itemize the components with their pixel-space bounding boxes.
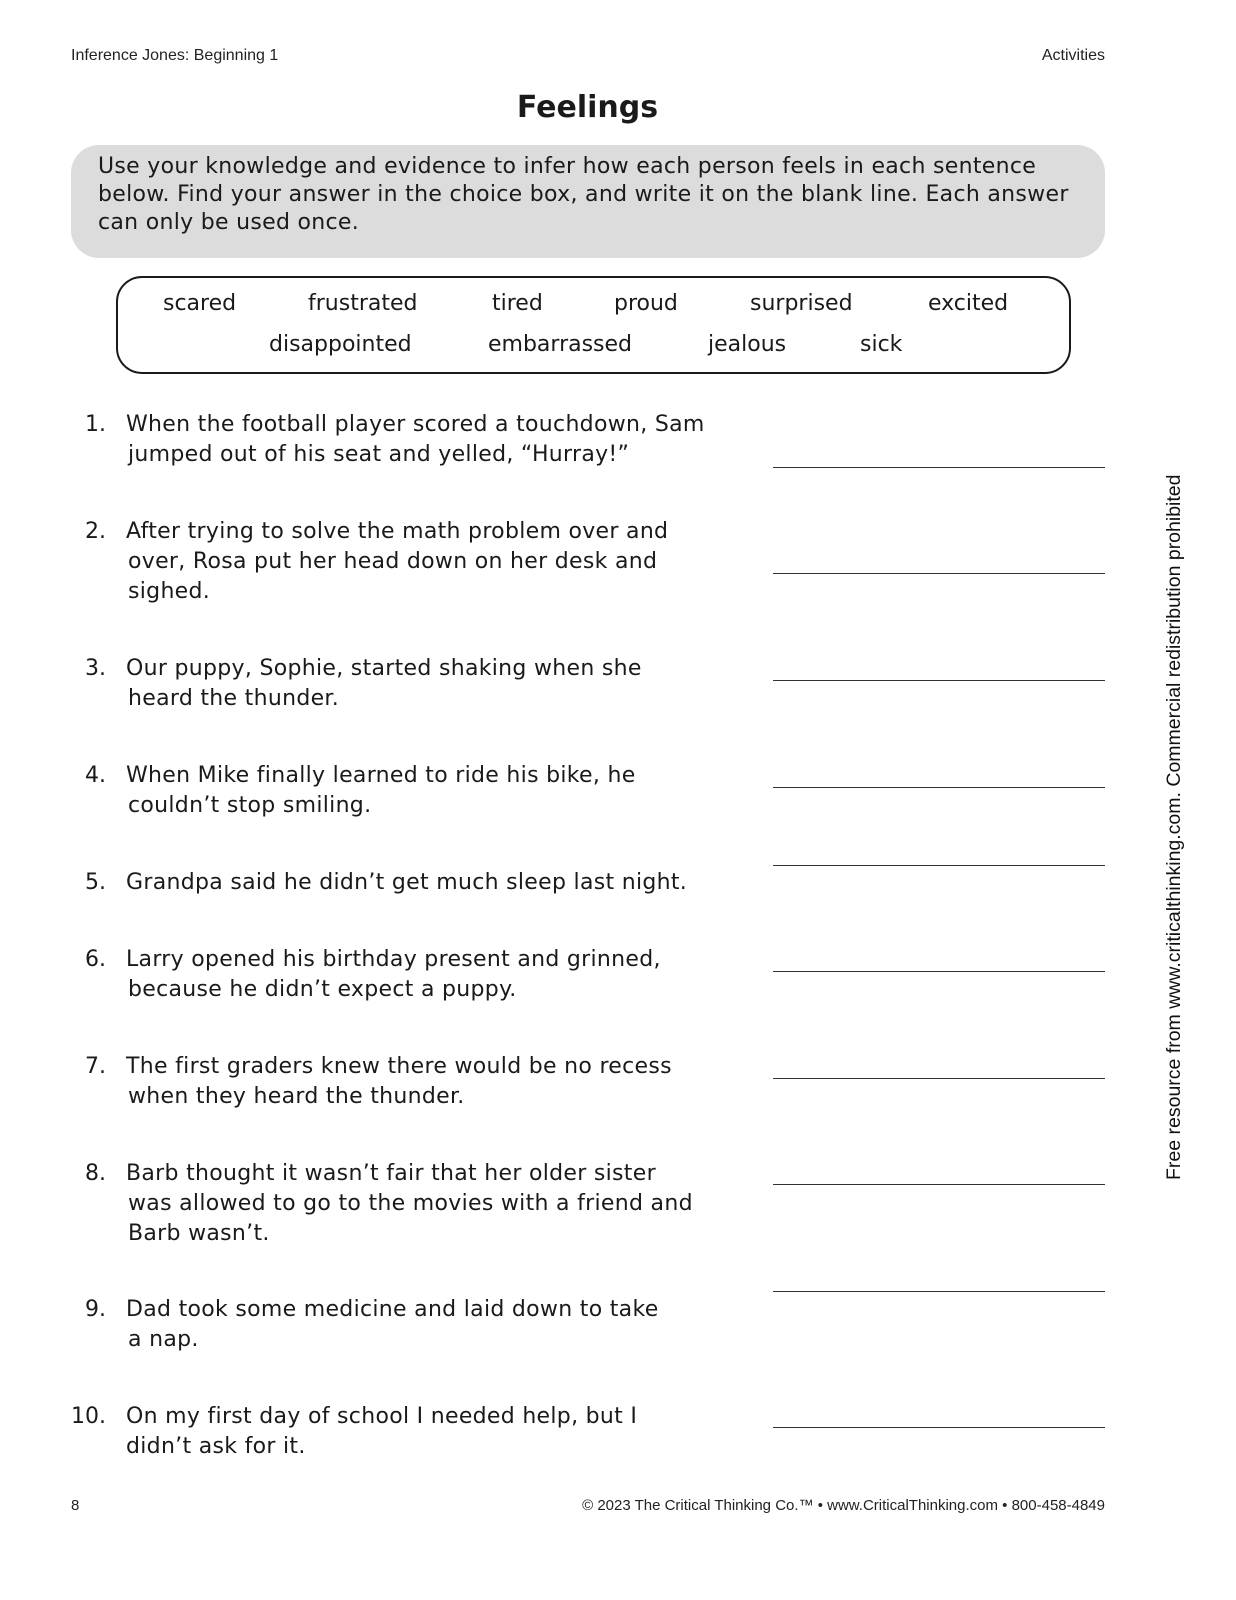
question-line: Larry opened his birthday present and grinned, xyxy=(126,947,661,972)
question-line: didn’t ask for it. xyxy=(126,1434,306,1459)
question-line: when they heard the thunder. xyxy=(128,1084,465,1109)
question-text xyxy=(126,945,766,1005)
question-line: jumped out of his seat and yelled, “Hurray!” xyxy=(128,442,630,467)
instructions-box: Use your knowledge and evidence to infer how each person feels in each sentence below. Find your answer in the choice box, and write it on the blank line. Each answer can only be used once. xyxy=(71,145,1105,258)
question-text xyxy=(126,1052,766,1112)
question-number: 10. xyxy=(71,1404,106,1429)
question-line: Dad took some medicine and laid down to take xyxy=(126,1297,659,1322)
answer-blank-line[interactable] xyxy=(773,1184,1105,1185)
question-line: was allowed to go to the movies with a friend and xyxy=(128,1191,693,1216)
redistribution-notice: Free resource from www.criticalthinking.com. Commercial redistribution prohibited xyxy=(1163,474,1185,1180)
question-line: On my first day of school I needed help, but I xyxy=(126,1404,638,1429)
choice-word: embarrassed xyxy=(488,332,633,357)
header-section: Activities xyxy=(1041,47,1105,64)
answer-blank-line[interactable] xyxy=(773,1078,1105,1079)
choice-word: frustrated xyxy=(308,291,418,316)
question-line: over, Rosa put her head down on her desk and xyxy=(128,549,658,574)
choice-word: sick xyxy=(860,332,903,357)
choice-word: jealous xyxy=(708,332,787,357)
question-text xyxy=(126,761,766,821)
choice-word: tired xyxy=(492,291,543,316)
question-number: 7. xyxy=(85,1054,106,1079)
answer-blank-line[interactable] xyxy=(773,787,1105,788)
answer-blank-line[interactable] xyxy=(773,1291,1105,1292)
question-line: Barb thought it wasn’t fair that her older sister xyxy=(126,1161,656,1186)
header-book-title: Inference Jones: Beginning 1 xyxy=(71,47,279,64)
question-text xyxy=(126,410,766,470)
question-number: 8. xyxy=(85,1161,106,1186)
question-line: The first graders knew there would be no recess xyxy=(126,1054,672,1079)
answer-blank-line[interactable] xyxy=(773,971,1105,972)
choice-word: scared xyxy=(163,291,237,316)
choice-word: excited xyxy=(928,291,1009,316)
question-line: couldn’t stop smiling. xyxy=(128,793,372,818)
question-number: 9. xyxy=(85,1297,106,1322)
question-line: Barb wasn’t. xyxy=(128,1221,270,1246)
question-number: 4. xyxy=(85,763,106,788)
answer-blank-line[interactable] xyxy=(773,1427,1105,1428)
question-line: heard the thunder. xyxy=(128,686,340,711)
question-text xyxy=(126,654,766,714)
question-line: sighed. xyxy=(128,579,211,604)
question-text xyxy=(126,1402,766,1462)
answer-blank-line[interactable] xyxy=(773,467,1105,468)
question-number: 6. xyxy=(85,947,106,972)
page-title: Feelings xyxy=(516,90,659,125)
answer-blank-line[interactable] xyxy=(773,865,1105,866)
question-text xyxy=(126,868,766,898)
question-text xyxy=(126,1295,766,1355)
question-line: because he didn’t expect a puppy. xyxy=(128,977,517,1002)
page-number: 8 xyxy=(71,1497,80,1514)
question-line: After trying to solve the math problem over and xyxy=(126,519,669,544)
question-text xyxy=(126,1159,766,1249)
choice-box xyxy=(116,276,1071,374)
answer-blank-line[interactable] xyxy=(773,680,1105,681)
question-number: 3. xyxy=(85,656,106,681)
choice-word: proud xyxy=(614,291,678,316)
choice-word: disappointed xyxy=(269,332,412,357)
question-number: 5. xyxy=(85,870,106,895)
question-line: Grandpa said he didn’t get much sleep last night. xyxy=(126,870,688,895)
question-line: Our puppy, Sophie, started shaking when she xyxy=(126,656,642,681)
question-number: 1. xyxy=(85,412,106,437)
question-number: 2. xyxy=(85,519,106,544)
footer-copyright: © 2023 The Critical Thinking Co.™ • www.CriticalThinking.com • 800-458-4849 xyxy=(582,1497,1105,1514)
question-line: When Mike finally learned to ride his bike, he xyxy=(126,763,636,788)
choice-word: surprised xyxy=(750,291,853,316)
question-line: a nap. xyxy=(128,1327,199,1352)
answer-blank-line[interactable] xyxy=(773,573,1105,574)
question-line: When the football player scored a touchdown, Sam xyxy=(126,412,705,437)
question-text xyxy=(126,517,766,607)
